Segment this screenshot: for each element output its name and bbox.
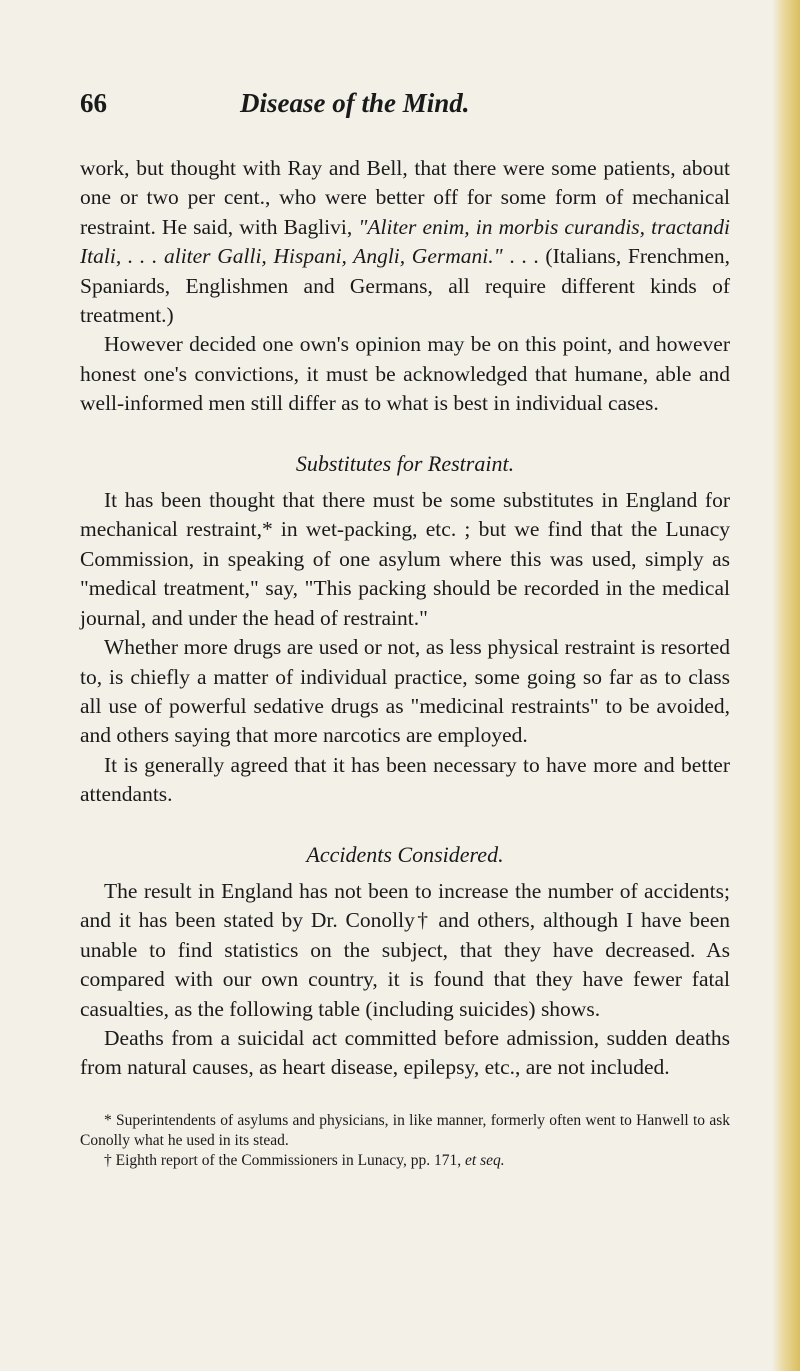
paragraph: Deaths from a suicidal act committed before admission, sudden deaths from natural causes, as heart disease, epilepsy, etc., are not included. [80,1025,730,1080]
latin-quote: "Aliter enim, in morbis curandis, tractandi Itali, . . . aliter Galli, Hispani, Angli, Germani." [80,214,730,269]
page-number: 66 [80,88,107,118]
footnote [80,1151,730,1171]
paragraph [80,154,730,330]
footnote: * Superintendents of asylums and physicians, in like manner, formerly often went to Hanwell to ask Conolly what he used in its stead. [80,1111,730,1149]
paragraph: It is generally agreed that it has been necessary to have more and better attendants. [80,752,730,807]
footnote-text: † Eighth report of the Commissioners in Lunacy, pp. 171, [104,1151,466,1169]
running-title: Disease of the Mind. [240,88,470,118]
paragraph: It has been thought that there must be some substitutes in England for mechanical restraint,* in wet-packing, etc. ; but we find that the Lunacy Commission, in speaking of one asylum where this was used, simply as "medical treatment," say, "This packing should be recorded in the medical journal, and under the head of restraint." [80,488,730,630]
section-heading: Accidents Considered. [306,841,504,867]
page-header [80,88,730,128]
paragraph: The result in England has not been to increase the number of accidents; and it has been stated by Dr. Conolly† and others, although I have been unable to find statistics on the subject, that they have decreased. As compared with our own country, it is found that they have fewer fatal casualties, as the following table (including suicides) shows. [80,878,730,1021]
paragraph-text: work, but thought with Ray and Bell, that there were some patients, about one or two per cent., who were better off for some form of mechanical restraint. He said, with Baglivi, [80,156,730,239]
section-heading: Substitutes for Restraint. [295,450,515,476]
footnote-emphasis: et seq. [465,1151,505,1169]
paragraph-text: . . . (Italians, Frenchmen, Spaniards, Englishmen and Germans, all require different kinds of treatment.) [80,244,730,328]
page-edge [772,0,800,1371]
book-page [80,0,730,1171]
paragraph: Whether more drugs are used or not, as less physical restraint is resorted to, is chiefly a matter of individual practice, some going so far as to class all use of powerful sedative drugs as "medicinal restraints" to be avoided, and others saying that more narcotics are employed. [80,635,730,748]
footnotes [80,1111,730,1171]
paragraph: However decided one own's opinion may be on this point, and however honest one's convictions, it must be acknowledged that humane, able and well-informed men still differ as to what is best in individual cases. [80,332,730,416]
body-text [80,154,730,1083]
